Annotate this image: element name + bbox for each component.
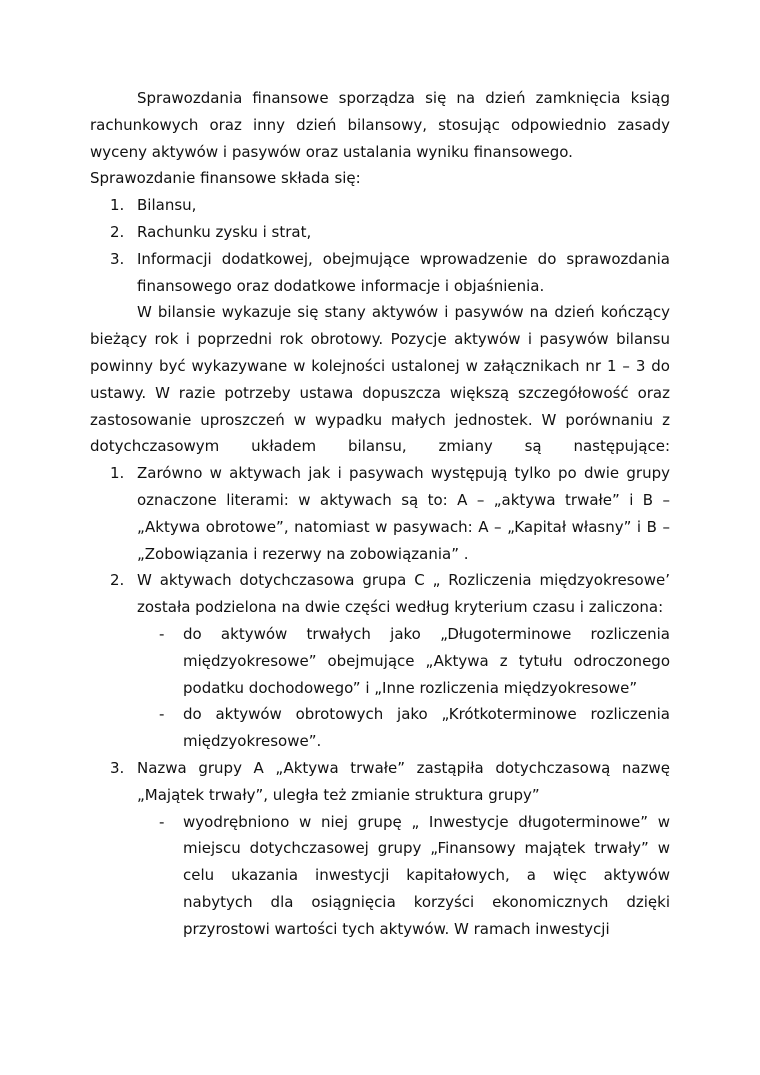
list-item-text: Informacji dodatkowej, obejmujące wprowadzenie do sprawozdania finansowego oraz dodatkowe informacje i objaśnienia. — [137, 249, 670, 295]
list-item — [90, 246, 670, 300]
list-number: 2. — [110, 571, 125, 590]
changes-list-continued — [90, 755, 670, 809]
list-item — [90, 755, 670, 809]
list-item-text: Rachunku zysku i strat, — [137, 222, 312, 241]
list-number: 3. — [110, 249, 125, 268]
list-number: 2. — [110, 222, 125, 241]
document-page — [90, 85, 670, 943]
sub-list-text: do aktywów obrotowych jako „Krótkoterminowe rozliczenia międzyokresowe”. — [183, 705, 670, 751]
dash-marker: - — [159, 705, 165, 724]
list-number: 1. — [110, 196, 125, 215]
sub-list-text: do aktywów trwałych jako „Długoterminowe rozliczenia międzyokresowe” obejmujące „Aktywa z tytułu odroczonego podatku dochodowego” i „Inne rozliczenia międzyokresowe” — [183, 624, 670, 697]
changes-list — [90, 460, 670, 621]
list-number: 1. — [110, 464, 125, 483]
list-item-text: Zarówno w aktywach jak i pasywach występują tylko po dwie grupy oznaczone literami: w aktywach są to: A – „aktywa trwałe” i B – „Aktywa obrotowe”, natomiast w pasywach: A – „Kapitał własny” i B – „Zobowiązania i rezerwy na zobowiązania” . — [137, 464, 670, 563]
sub-list-item — [90, 701, 670, 755]
list-item — [90, 460, 670, 567]
sub-list-item — [90, 621, 670, 701]
list-item — [90, 219, 670, 246]
sub-list-item — [90, 809, 670, 943]
list-item-text: W aktywach dotychczasowa grupa C „ Rozliczenia międzyokresowe’ została podzielona na dwie części według kryterium czasu i zaliczona: — [137, 571, 670, 617]
balance-sheet-paragraph: W bilansie wykazuje się stany aktywów i pasywów na dzień kończący bieżący rok i poprzedni rok obrotowy. Pozycje aktywów i pasywów bilansu powinny być wykazywane w kolejności ustalonej w załącznikach nr 1 – 3 do ustawy. W razie potrzeby ustawa dopuszcza większą szczegółowość oraz zastosowanie uproszczeń w wypadku małych jednostek. W porównaniu z dotychczasowym układem bilansu, zmiany są następujące: — [90, 303, 670, 456]
list-item-text: Bilansu, — [137, 196, 197, 215]
list-intro-text: Sprawozdanie finansowe składa się: — [90, 169, 361, 188]
statement-parts-list — [90, 192, 670, 299]
intro-paragraph: Sprawozdania finansowe sporządza się na dzień zamknięcia ksiąg rachunkowych oraz inny dzień bilansowy, stosując odpowiednio zasady wyceny aktywów i pasywów oraz ustalania wyniku finansowego. — [90, 89, 670, 161]
sub-list-text: wyodrębniono w niej grupę „ Inwestycje długoterminowe” w miejscu dotychczasowej grupy „Finansowy majątek trwały” w celu ukazania inwestycji kapitałowych, a więc aktywów nabytych dla osiągnięcia korzyści ekonomicznych dzięki przyrostowi wartości tych aktywów. W ramach inwestycji — [183, 812, 670, 938]
fixed-assets-sublist — [90, 809, 670, 943]
dash-marker: - — [159, 624, 165, 643]
list-item — [90, 192, 670, 219]
list-item — [90, 567, 670, 621]
accruals-sublist — [90, 621, 670, 755]
list-number: 3. — [110, 758, 125, 777]
list-item-text: Nazwa grupy A „Aktywa trwałe” zastąpiła dotychczasową nazwę „Majątek trwały”, uległa też zmianie struktura grupy” — [137, 758, 670, 804]
dash-marker: - — [159, 812, 165, 831]
